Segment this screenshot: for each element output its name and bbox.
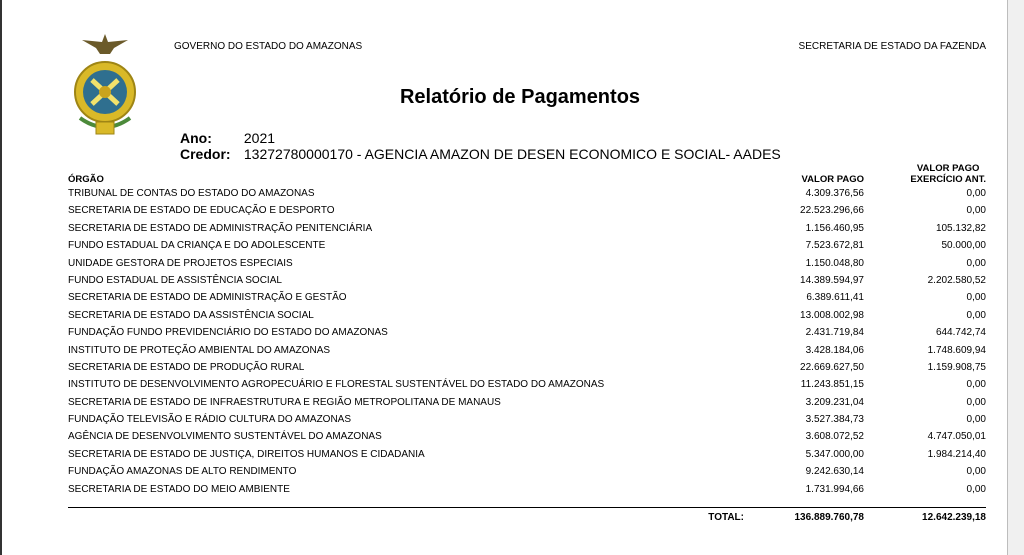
creditor-label: Credor: bbox=[180, 146, 231, 162]
total-label: TOTAL: bbox=[708, 512, 744, 523]
year-line bbox=[180, 130, 275, 146]
table-row bbox=[0, 324, 1024, 341]
orgao-cell: SECRETARIA DE ESTADO DO MEIO AMBIENTE bbox=[68, 483, 290, 495]
valor-anterior-cell: 0,00 bbox=[966, 414, 986, 426]
valor-pago-cell: 3.209.231,04 bbox=[805, 396, 864, 408]
valor-anterior-cell: 1.159.908,75 bbox=[927, 361, 986, 373]
valor-pago-cell: 5.347.000,00 bbox=[805, 448, 864, 460]
orgao-cell: SECRETARIA DE ESTADO DE ADMINISTRAÇÃO PENITENCIÁRIA bbox=[68, 222, 373, 234]
valor-anterior-cell: 0,00 bbox=[966, 188, 986, 199]
valor-anterior-cell: 0,00 bbox=[966, 309, 986, 321]
valor-pago-cell: 14.389.594,97 bbox=[800, 274, 864, 286]
table-row bbox=[0, 202, 1024, 219]
payments-table bbox=[0, 185, 1024, 498]
valor-anterior-cell: 1.984.214,40 bbox=[927, 448, 986, 460]
table-row bbox=[0, 289, 1024, 306]
orgao-cell: FUNDAÇÃO FUNDO PREVIDENCIÁRIO DO ESTADO DO AMAZONAS bbox=[68, 327, 388, 339]
valor-pago-cell: 2.431.719,84 bbox=[805, 327, 864, 339]
valor-anterior-cell: 0,00 bbox=[966, 379, 986, 391]
valor-pago-cell: 1.150.048,80 bbox=[805, 257, 864, 269]
valor-anterior-cell: 105.132,82 bbox=[935, 222, 986, 234]
year-value: 2021 bbox=[243, 130, 276, 146]
column-header-valor-pago: VALOR PAGO bbox=[801, 174, 864, 185]
orgao-cell: FUNDO ESTADUAL DE ASSISTÊNCIA SOCIAL bbox=[68, 274, 282, 286]
table-row bbox=[0, 446, 1024, 463]
valor-anterior-cell: 0,00 bbox=[966, 257, 986, 269]
orgao-cell: INSTITUTO DE PROTEÇÃO AMBIENTAL DO AMAZONAS bbox=[68, 344, 331, 356]
orgao-cell: SECRETARIA DE ESTADO DA ASSISTÊNCIA SOCIAL bbox=[68, 309, 314, 321]
valor-pago-cell: 1.731.994,66 bbox=[805, 483, 864, 495]
valor-pago-cell: 3.527.384,73 bbox=[805, 414, 864, 426]
valor-anterior-cell: 0,00 bbox=[966, 396, 986, 408]
orgao-cell: INSTITUTO DE DESENVOLVIMENTO AGROPECUÁRIO E FLORESTAL SUSTENTÁVEL DO ESTADO DO AMAZONAS bbox=[68, 379, 605, 391]
report-title: Relatório de Pagamentos bbox=[399, 86, 641, 108]
orgao-cell: SECRETARIA DE ESTADO DE PRODUÇÃO RURAL bbox=[68, 361, 305, 373]
valor-pago-cell: 1.156.460,95 bbox=[805, 222, 864, 234]
valor-pago-cell: 4.309.376,56 bbox=[805, 188, 864, 199]
table-row bbox=[0, 411, 1024, 428]
table-row bbox=[0, 376, 1024, 393]
total-valor-pago: 136.889.760,78 bbox=[794, 512, 864, 523]
table-row bbox=[0, 255, 1024, 272]
orgao-cell: SECRETARIA DE ESTADO DE INFRAESTRUTURA E REGIÃO METROPOLITANA DE MANAUS bbox=[68, 396, 501, 408]
table-row bbox=[0, 237, 1024, 254]
valor-anterior-cell: 1.748.609,94 bbox=[927, 344, 986, 356]
column-header-valor-anterior bbox=[910, 163, 986, 185]
total-divider bbox=[68, 507, 986, 508]
valor-pago-cell: 11.243.851,15 bbox=[800, 379, 864, 391]
column-header-valor-anterior-line1: VALOR PAGO bbox=[916, 163, 980, 174]
orgao-cell: SECRETARIA DE ESTADO DE EDUCAÇÃO E DESPORTO bbox=[68, 205, 335, 217]
valor-anterior-cell: 4.747.050,01 bbox=[927, 431, 986, 443]
orgao-cell: UNIDADE GESTORA DE PROJETOS ESPECIAIS bbox=[68, 257, 293, 269]
valor-pago-cell: 22.523.296,66 bbox=[800, 205, 864, 217]
orgao-cell: FUNDAÇÃO AMAZONAS DE ALTO RENDIMENTO bbox=[68, 466, 297, 478]
table-row bbox=[0, 272, 1024, 289]
year-label: Ano: bbox=[180, 130, 212, 146]
valor-anterior-cell: 0,00 bbox=[966, 205, 986, 217]
valor-anterior-cell: 50.000,00 bbox=[941, 240, 986, 252]
orgao-cell: AGÊNCIA DE DESENVOLVIMENTO SUSTENTÁVEL DO AMAZONAS bbox=[68, 431, 382, 443]
government-header: GOVERNO DO ESTADO DO AMAZONAS bbox=[174, 41, 363, 52]
table-row bbox=[0, 463, 1024, 480]
valor-pago-cell: 13.008.002,98 bbox=[800, 309, 864, 321]
creditor-line bbox=[180, 146, 781, 162]
valor-anterior-cell: 0,00 bbox=[966, 292, 986, 304]
secretariat-header: SECRETARIA DE ESTADO DA FAZENDA bbox=[798, 41, 986, 52]
valor-pago-cell: 3.428.184,06 bbox=[805, 344, 864, 356]
valor-pago-cell: 3.608.072,52 bbox=[805, 431, 864, 443]
table-row bbox=[0, 342, 1024, 359]
valor-pago-cell: 9.242.630,14 bbox=[805, 466, 864, 478]
valor-anterior-cell: 0,00 bbox=[966, 466, 986, 478]
table-row bbox=[0, 220, 1024, 237]
valor-anterior-cell: 2.202.580,52 bbox=[927, 274, 986, 286]
creditor-value: 13272780000170 - AGENCIA AMAZON DE DESEN ECONOMICO E SOCIAL- AADES bbox=[243, 146, 781, 162]
orgao-cell: TRIBUNAL DE CONTAS DO ESTADO DO AMAZONAS bbox=[68, 188, 315, 199]
orgao-cell: SECRETARIA DE ESTADO DE ADMINISTRAÇÃO E GESTÃO bbox=[68, 292, 347, 304]
valor-pago-cell: 6.389.611,41 bbox=[806, 292, 864, 304]
table-row bbox=[0, 394, 1024, 411]
orgao-cell: SECRETARIA DE ESTADO DE JUSTIÇA, DIREITOS HUMANOS E CIDADANIA bbox=[68, 448, 425, 460]
valor-anterior-cell: 644.742,74 bbox=[935, 327, 986, 339]
total-valor-anterior: 12.642.239,18 bbox=[922, 512, 986, 523]
orgao-cell: FUNDO ESTADUAL DA CRIANÇA E DO ADOLESCENTE bbox=[68, 240, 326, 252]
orgao-cell: FUNDAÇÃO TELEVISÃO E RÁDIO CULTURA DO AMAZONAS bbox=[68, 414, 352, 426]
valor-pago-cell: 7.523.672,81 bbox=[805, 240, 864, 252]
table-row bbox=[0, 481, 1024, 498]
table-row bbox=[0, 359, 1024, 376]
table-row bbox=[0, 428, 1024, 445]
table-row bbox=[0, 185, 1024, 202]
valor-anterior-cell: 0,00 bbox=[966, 483, 986, 495]
column-header-valor-anterior-line2: EXERCÍCIO ANT. bbox=[910, 174, 986, 185]
valor-pago-cell: 22.669.627,50 bbox=[800, 361, 864, 373]
table-row bbox=[0, 307, 1024, 324]
column-header-orgao: ÓRGÃO bbox=[68, 174, 104, 185]
